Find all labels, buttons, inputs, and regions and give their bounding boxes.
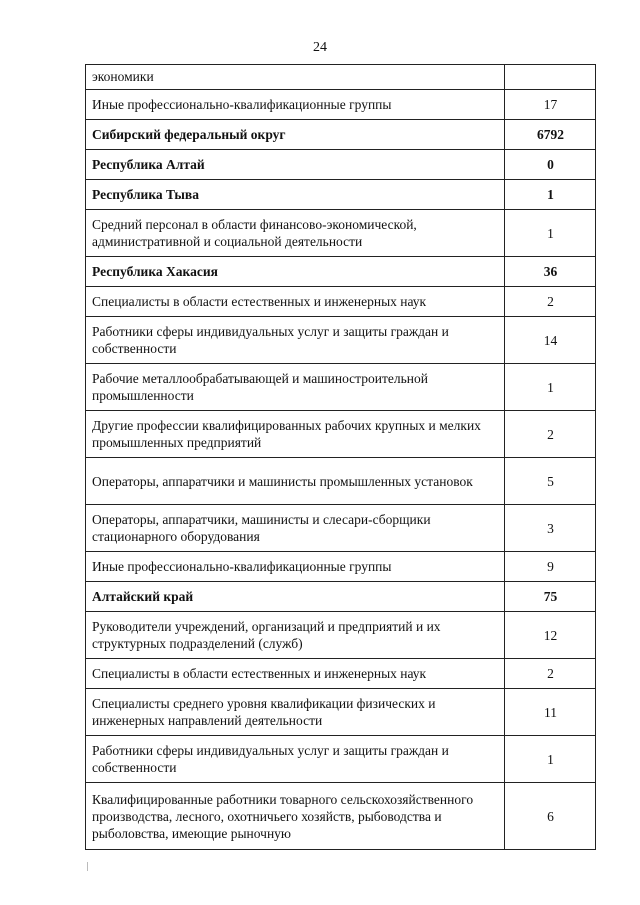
row-value: 2 xyxy=(505,411,596,458)
row-value: 5 xyxy=(505,458,596,505)
row-value: 17 xyxy=(505,90,596,120)
row-value: 6 xyxy=(505,783,596,850)
row-label: Операторы, аппаратчики, машинисты и слесари-сборщики стационарного оборудования xyxy=(86,505,505,552)
table-body xyxy=(86,65,596,850)
table-row xyxy=(86,552,596,582)
row-value: 3 xyxy=(505,505,596,552)
row-value xyxy=(505,65,596,90)
row-value: 2 xyxy=(505,659,596,689)
table-row xyxy=(86,210,596,257)
row-value: 9 xyxy=(505,552,596,582)
table-row xyxy=(86,257,596,287)
table-row xyxy=(86,783,596,850)
row-value: 2 xyxy=(505,287,596,317)
row-label: Иные профессионально-квалификационные группы xyxy=(86,552,505,582)
row-value: 1 xyxy=(505,736,596,783)
row-label: Республика Тыва xyxy=(86,180,505,210)
row-label: Специалисты среднего уровня квалификации физических и инженерных направлений деятельности xyxy=(86,689,505,736)
row-label: экономики xyxy=(86,65,505,90)
row-value: 0 xyxy=(505,150,596,180)
row-value: 36 xyxy=(505,257,596,287)
table-row xyxy=(86,458,596,505)
margin-mark xyxy=(87,862,88,871)
row-value: 1 xyxy=(505,180,596,210)
row-label: Специалисты в области естественных и инженерных наук xyxy=(86,659,505,689)
row-value: 12 xyxy=(505,612,596,659)
row-value: 1 xyxy=(505,364,596,411)
row-value: 75 xyxy=(505,582,596,612)
row-label: Сибирский федеральный округ xyxy=(86,120,505,150)
row-label: Средний персонал в области финансово-экономической, административной и социальной деятельности xyxy=(86,210,505,257)
row-label: Работники сферы индивидуальных услуг и защиты граждан и собственности xyxy=(86,317,505,364)
table-row xyxy=(86,411,596,458)
row-label: Республика Алтай xyxy=(86,150,505,180)
occupations-table xyxy=(85,64,596,850)
table-row xyxy=(86,612,596,659)
row-value: 6792 xyxy=(505,120,596,150)
row-value: 1 xyxy=(505,210,596,257)
table-row xyxy=(86,287,596,317)
row-label: Руководители учреждений, организаций и предприятий и их структурных подразделений (служб) xyxy=(86,612,505,659)
table-row xyxy=(86,736,596,783)
table-row xyxy=(86,364,596,411)
row-label: Специалисты в области естественных и инженерных наук xyxy=(86,287,505,317)
row-label: Рабочие металлообрабатывающей и машиностроительной промышленности xyxy=(86,364,505,411)
table-row xyxy=(86,659,596,689)
table-row xyxy=(86,65,596,90)
table-row xyxy=(86,317,596,364)
table-row xyxy=(86,689,596,736)
row-label: Работники сферы индивидуальных услуг и защиты граждан и собственности xyxy=(86,736,505,783)
table-row xyxy=(86,90,596,120)
row-label: Иные профессионально-квалификационные группы xyxy=(86,90,505,120)
row-label: Операторы, аппаратчики и машинисты промышленных установок xyxy=(86,458,505,505)
row-label: Другие профессии квалифицированных рабочих крупных и мелких промышленных предприятий xyxy=(86,411,505,458)
table-row xyxy=(86,180,596,210)
row-value: 11 xyxy=(505,689,596,736)
table-row xyxy=(86,120,596,150)
table-row xyxy=(86,505,596,552)
table-row xyxy=(86,582,596,612)
row-label: Алтайский край xyxy=(86,582,505,612)
row-label: Республика Хакасия xyxy=(86,257,505,287)
row-label: Квалифицированные работники товарного сельскохозяйственного производства, лесного, охотничьего хозяйств, рыбоводства и рыболовства, имеющие рыночную xyxy=(86,783,505,850)
row-value: 14 xyxy=(505,317,596,364)
page-number: 24 xyxy=(313,40,327,55)
table-row xyxy=(86,150,596,180)
